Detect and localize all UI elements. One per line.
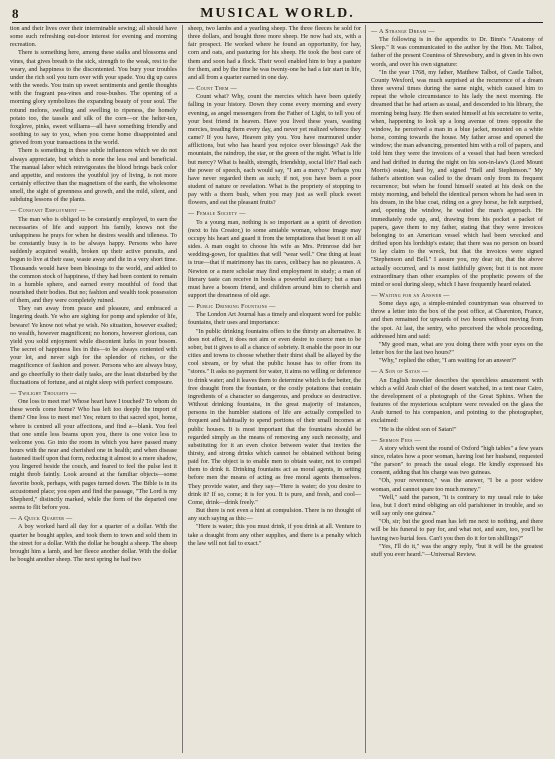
article-heading: — Sermon Fees — <box>371 436 421 444</box>
article-heading: — Waiting for an Answer — <box>371 292 450 299</box>
article-paragraph: "Here is water; this you must drink, if you drink at all. Venture to take a draught from any other supplies, and there is a penalty which the law will not fail to exact." <box>188 523 361 547</box>
article-paragraph: "My good man, what are you doing there with your eyes on the letter box for the last two hours?" <box>371 340 543 357</box>
column-3 <box>371 25 543 755</box>
header-rule <box>12 22 543 23</box>
article-paragraph: The following is in the appendix to Dr. Binn's "Anatomy of Sleep." It was communicated to the author by the Hon. Mr. Talbot, father of the present Countess of Shrewsbury, and is given in his own words, and over his own signature: <box>371 36 543 68</box>
page-header <box>12 6 543 22</box>
article-heading: — A Quick Quarter — <box>10 515 73 523</box>
article-paragraph: "In public drinking fountains offers to the thirsty an alternative. It does not affect, it does not aim or even desire to coerce men to be sober, but it gives to all a chance of sobriety. It enable the poor in our cities and towns to choose whether their thirst shall be allayed by the cool stream, or by what the public house has to offer from its "stores." It asks no payment for water, it aims no willing or deference to drink water; and it leaves them to determine which is the better, the free draught from the fountain, or the costly potations that contain ingredients of a character so dangerous, and produce so destructive. Without drinking fountains, in the great majority of instances, persons in the humbler stations of life are actually compelled to frequent and habitually to spend portions of their small incomes at public houses. It is most important that the fountains should be regarded simply as the means of removing any such necessity, and substituting for it an even choice between water that invites the thirsty, and strong drinks which cannot be obtained without being paid for. The object is to enable men to obtain water, not to compel them to drink it. Drinking fountains act as moral agents, in setting before men the means of acting as free moral agents themselves. They provide water, and they say—'Here is water; do you desire to drink it? If so, come; it is for you. It is pure, and fresh, and cool—Come, drink—drink freely." <box>188 327 361 506</box>
article-paragraph: To a young man, nothing is so important as a spirit of devotion (next to his Creator,) to some amiable woman, whose image may occupy his heart and guard it from the temptations that beset it on all sides. A man ought to choose his wife as Mrs. Primrose did her wedding-gown, for qualities that will "wear well." One thing at least is true—that if matrimony has its cares, celibacy has no pleasures. A Newton or a mere scholar may find employment in study; a man of literary taste can receive in books a powerful auxiliary; but a man must have a bosom friend, and children around him to cherish and support the dreariness of old age. <box>188 218 361 299</box>
article-paragraph: "Why," replied the other, "I am waiting for an answer?" <box>379 357 517 365</box>
article-heading: — A Son of Satan — <box>371 368 429 376</box>
article-paragraph: "In the year 1768, my father, Matthew Talbot, of Castle Talbot, County Wexford, was much surprised at the recurrence of a dream three several times during the same night, which caused him to repeat the whole circumstance to his lady the next morning. He dreamed that he had arisen as usual, and descended to his library, the morning being hazy. He then seated himself at his secretaire to write, when, happening to look up a long avenue of trees opposite the window, he perceived a man in a blue jacket, mounted on a white horse, coming towards the house. My father arose and opened the window; the man advancing, presented him with a roll of papers, and told him they were the invoices of a vessel that had been wrecked and had drifted in during the night on his son-in-law's (Lord Mount Morris) estate, hard by, and signed "Bell and Stephenson." My father's attention was called to the dream only from its frequent recurrence; but when he found himself seated at his desk on the misty morning, and beheld the identical person whom he had seen in his dream, in the blue coat, riding on a grey horse, he felt surprised, and, opening the window, he waited the man's approach. He immediately rode up, and, drawing from his pocket a packet of papers, gave them to my father, stating that they were invoices belonging to an American vessel which had been wrecked and drifted upon his lordship's estate; that there was no person on board to lay claim to the wreck, but that the invoices were signed "Stephenson and Bell." I assure you, my dear sir, that the above actually occurred, and is most faithfully given; but it is not more extraordinary than other examples of the prophetic powers of the mind or soul during sleep, which I have frequently heard related. <box>371 68 543 288</box>
article-paragraph: One loss to meet me! Whose heart have I touched? To whom do these words come home? Who has left too deeply the import of them? One loss to meet me! Yes; return to that sacred spot, home, where is centred all your affections, and find a—blank. You feel that one smile less beams upon you, there is one voice less to welcome you. Go into the room in which you have passed many hours with the near and cherished one in health; and when disease fastened itself upon that form, reducing it almost to a mere shadow, you lingered beside the couch, and feared to feel the pulse lest it might throb faintly. Look around at the familiar objects—some favorite book, perhaps, with pages turned down. The Bible is in its accustomed place; you open and find the passage, "The Lord is my Shepherd," distinctly marked, while the form of the departed one seems to flit before you. <box>10 398 177 512</box>
article-paragraph: An English traveller describes the speechless amazement with which a wild Arab chief of the desert watched, in a tent near Cairo, the development of a photograph of the Great Sphinx. When the features of the mysterious sculpture were revealed on the glass the Arab turned to his companion, and pointing to the photographer, exclaimed: <box>371 376 543 425</box>
article-heading: — Female Society — <box>188 210 246 218</box>
article-paragraph: They ran away from peace and pleasure, and embraced a lingering death. Ye who are sighing for pomp and splendor of life, beware! Ye know not what ye wish. No situation, however exalted; no wealth, however magnificent; no honors, however glorious, can yield you solid enjoyment while discontent lurks in your bosom. The secret of happiness lies in this—to be always contented with your lot, and never sigh for the splendor of riches, or the magnificence of fashion and power. Persons who are always busy, and go cheerfully to their daily tasks, are the least disturbed by the fluctuations of fortune, and at night sleep with perfect composure. <box>10 305 177 386</box>
article-paragraph: "Yes, I'll do it," was the angry reply, "but it will be the greatest stuff you ever heard."—Universal Review. <box>371 542 543 558</box>
column-2 <box>188 25 361 755</box>
column-1 <box>10 25 177 755</box>
article-paragraph: The man who is obliged to be constantly employed, to earn the necessaries of life and support his family, knows not the unhappiness he prays for when he desires wealth and idleness. To be constantly busy is to be always happy. Persons who have suddenly acquired wealth, broken up their active pursuits, and begun to live at their ease, waste away and die in a very short time. Thousands would have been blessings to the world, and added to the common stock of happiness, if they had been content to remain in a humble sphere, and earned every mouthful of food that nourished their bodies. But no; fashion and wealth took possession of them, and they were completely ruined. <box>10 215 177 305</box>
article-heading: — Twilight Thoughts — <box>10 389 77 397</box>
article-paragraph: sheep, two lambs and a yearling sheep. The three fleeces he sold for three dollars, and bought three more sheep. He now had six, with a fair prospect. He worked where he found an opportunity, for hay, corn and oats, and pasturing for his sheep. He took the best care of them and soon had a flock. Their wool enabled him to buy a pasture for them, and by the time he was twenty-one he had a fair start in life, and all from a quarter earned in one day. <box>188 25 361 81</box>
article-heading: — A Strange Dream — <box>371 28 435 35</box>
article-paragraph: A boy worked hard all day for a quarter of a dollar. With the quarter he bought apples, and took them to town and sold them in the street for a dollar. With the dollar he bought a sheep. The sheep brought him a lamb, and her fleece another dollar. With the dollar he bought another sheep. The next spring he had two <box>10 523 177 563</box>
article-heading: — Count Them — <box>188 85 238 93</box>
column-divider <box>365 25 366 753</box>
article-paragraph: "Oh, your reverence," was the answer, "I be a poor widow woman, and cannot spare too much money." <box>371 477 543 493</box>
article-paragraph: The London Art Journal has a timely and eloquent word for public fountains, their uses and importance: <box>188 311 361 327</box>
article-paragraph: "Well," said the parson, "it is contrary to my usual rule to take less, but I don't mind obliging an old parishioner in trouble, and so will say only one guinea." <box>371 493 543 518</box>
masthead-title: MUSICAL WORLD. <box>200 6 355 21</box>
article-paragraph: There is something here, among these stalks and blossoms and vines, that gives breath to the sick, strength to the weak, rest to the weary, and happiness to the discontented. You bury your troubles under the rich soil you turn over with your spade. You dig up cares with the weeds. You train up sweet sentiments and gentle thoughts with the fragrant pea-vines and rose-bushes. The opening of a morning glory symbolizes the expanding beauty of your soul. The rotund melons, swelling and swelling to ripeness, the homely potato too, the tassels and silk of the corn—or the helter-ten, foxglove, pinks, sweet williams—all have something friendly and soothing to say to you, when you come home disappointed and grieved from your transactions in the world. <box>10 49 177 147</box>
article-heading: — Public Drinking Fountains — <box>188 303 276 311</box>
column-divider <box>182 25 183 753</box>
article-paragraph: "Oh, sir; but the good man has left me next to nothing, and there will be his funeral to pay for, and what not, and sure, too, you'll be having two burial fees. Can't you then do it for ten shillings?" <box>371 518 543 542</box>
article-paragraph: A story which went the round of Oxford "high tables" a few years since, relates how a poor woman, having lost her husband, requested "the parson" to preach the usual eloge. He kindly expressed his consent, adding that his charge was two guineas. <box>371 444 543 477</box>
article-paragraph: Count what? Why, count the mercies which have been quietly falling in your history. Down they come every morning and every evening, as angel messengers from the Father of Light, to tell you of your best friend in heaven. Have you lived these years, wasting mercies, treading them every day, and never yet realized whence they came? If you have, Heaven pity you. You have murmured under afflictions, but who has heard you rejoice over blessings? Ask the mountain, the raindrop, the star, or the green of the night. What is life but mercy? What is health, strength, friendship, social life? Had each the power of speech, each would say, "I am a mercy." Perhaps you have never regarded them as such; if not, you have been a poor student of nature or revelation. What is the propriety of stopping to pay with a thorn bush, when you may just as well pluck sweet flowers, and eat the pleasant fruits? <box>188 93 361 207</box>
article-paragraph: Some days ago, a simple-minded countryman was observed to throw a letter into the box of the post office, at Charenton, France, and then remained for upwards of two hours without moving from the spot. At last, the sentry, who perceived the whole proceeding, addressed him and said: <box>371 300 543 340</box>
article-paragraph: tion and their lives over their interminable sewing; all should have some such refreshing out-door interest for evening and morning recreation. <box>10 25 177 49</box>
page-number: 8 <box>12 6 19 21</box>
article-heading: — Constant Employment — <box>10 207 86 215</box>
article-paragraph: "He is the oldest son of Satan!" <box>379 425 457 433</box>
article-paragraph: But there is not even a hint at compulsion. There is no thought of any such saying as this:— <box>188 507 361 523</box>
article-paragraph: There is something in these subtle influences which we do not always appreciate, but which is none the less real and beneficial. The manual labor which reinvigorates the blood brings back color and appetite, and restores the youthful joy of living, is not more certainly effective than the magnetism of the earth, the wholesome smell, the sight of greenness and growth, and the mild, silent, and subduing lessons of the plants. <box>10 147 177 204</box>
